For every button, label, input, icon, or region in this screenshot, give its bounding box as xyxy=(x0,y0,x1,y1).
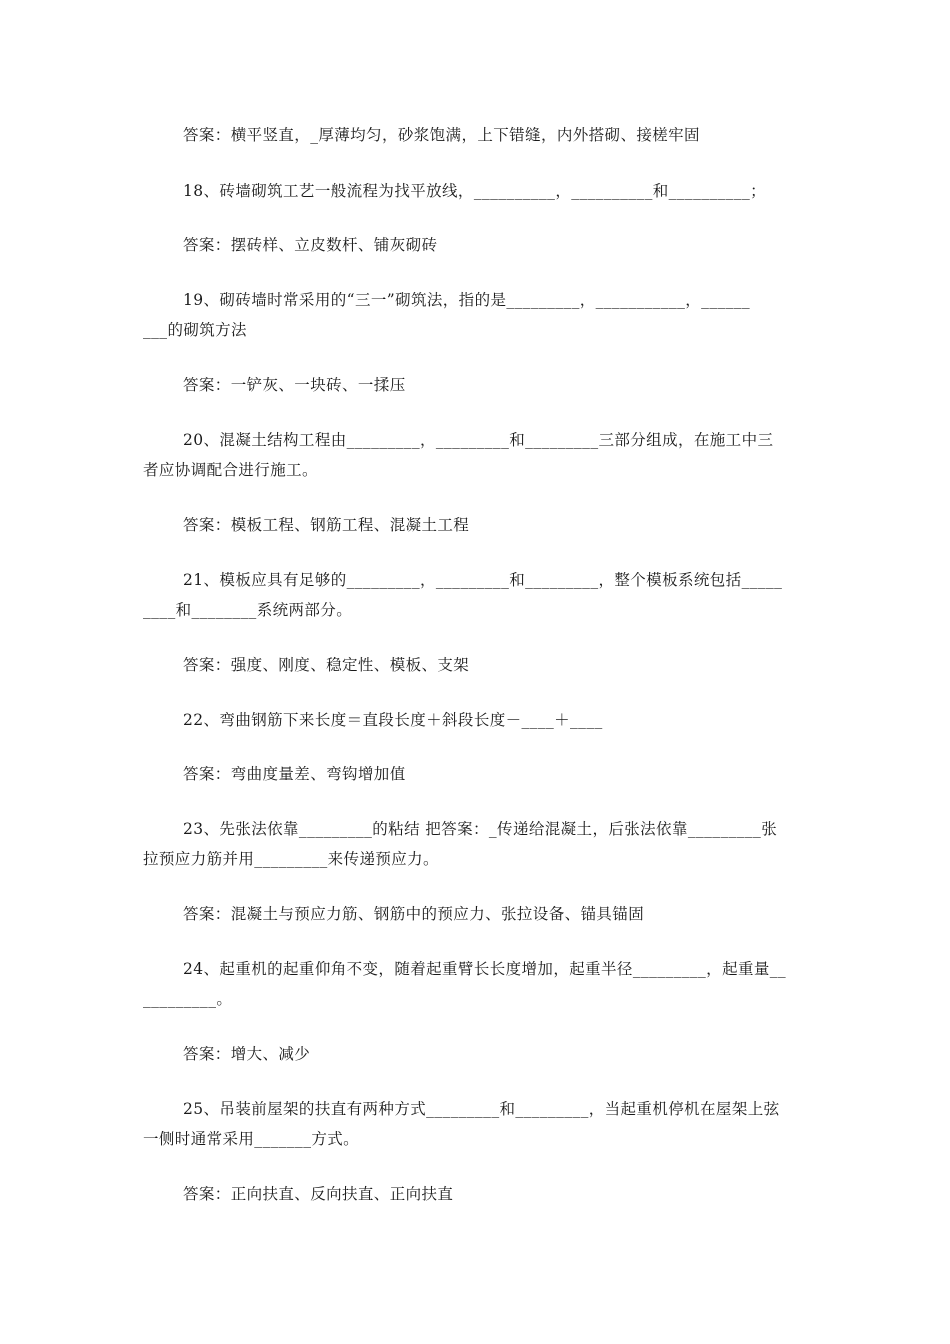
answer-19: 答案：一铲灰、一块砖、一揉压 xyxy=(183,376,406,394)
answer-24: 答案：增大、减少 xyxy=(183,1045,311,1063)
question-24-line-1: 24、起重机的起重仰角不变，随着起重臂长长度增加，起重半径_________，起重量__ xyxy=(183,960,787,978)
question-19-line-2: ___的砌筑方法 xyxy=(143,321,247,339)
question-24-line-2: _________。 xyxy=(143,990,233,1008)
answer-18: 答案：摆砖样、立皮数杆、铺灰砌砖 xyxy=(183,236,438,254)
answer-line: 答案：横平竖直，_厚薄均匀，砂浆饱满，上下错缝，内外搭砌、接槎牢固 xyxy=(183,126,700,144)
question-18-line-1: 18、砖墙砌筑工艺一般流程为找平放线，__________，__________和__________； xyxy=(183,182,767,200)
question-22-line-1: 22、弯曲钢筋下来长度＝直段长度＋斜段长度－____＋____ xyxy=(183,711,603,729)
answer-20: 答案：模板工程、钢筋工程、混凝土工程 xyxy=(183,516,470,534)
answer-23: 答案：混凝土与预应力筋、钢筋中的预应力、张拉设备、锚具锚固 xyxy=(183,905,645,923)
answer-22: 答案：弯曲度量差、弯钩增加值 xyxy=(183,765,406,783)
answer-25: 答案：正向扶直、反向扶直、正向扶直 xyxy=(183,1185,454,1203)
question-25-line-1: 25、吊装前屋架的扶直有两种方式_________和_________，当起重机停机在屋架上弦 xyxy=(183,1100,780,1118)
answer-21: 答案：强度、刚度、稳定性、模板、支架 xyxy=(183,656,470,674)
question-23-line-1: 23、先张法依靠_________的粘结 把答案：_传递给混凝土，后张法依靠_________张 xyxy=(183,820,778,838)
question-21-line-1: 21、模板应具有足够的_________，_________和_________，整个模板系统包括_____ xyxy=(183,571,783,589)
question-21-line-2: ____和________系统两部分。 xyxy=(143,601,353,619)
question-25-line-2: 一侧时通常采用_______方式。 xyxy=(143,1130,360,1148)
question-23-line-2: 拉预应力筋并用_________来传递预应力。 xyxy=(143,850,439,868)
question-19-line-1: 19、砌砖墙时常采用的“三一”砌筑法，指的是_________，___________，______ xyxy=(183,291,751,309)
question-20-line-1: 20、混凝土结构工程由_________，_________和_________三部分组成，在施工中三 xyxy=(183,431,774,449)
question-20-line-2: 者应协调配合进行施工。 xyxy=(143,461,318,479)
